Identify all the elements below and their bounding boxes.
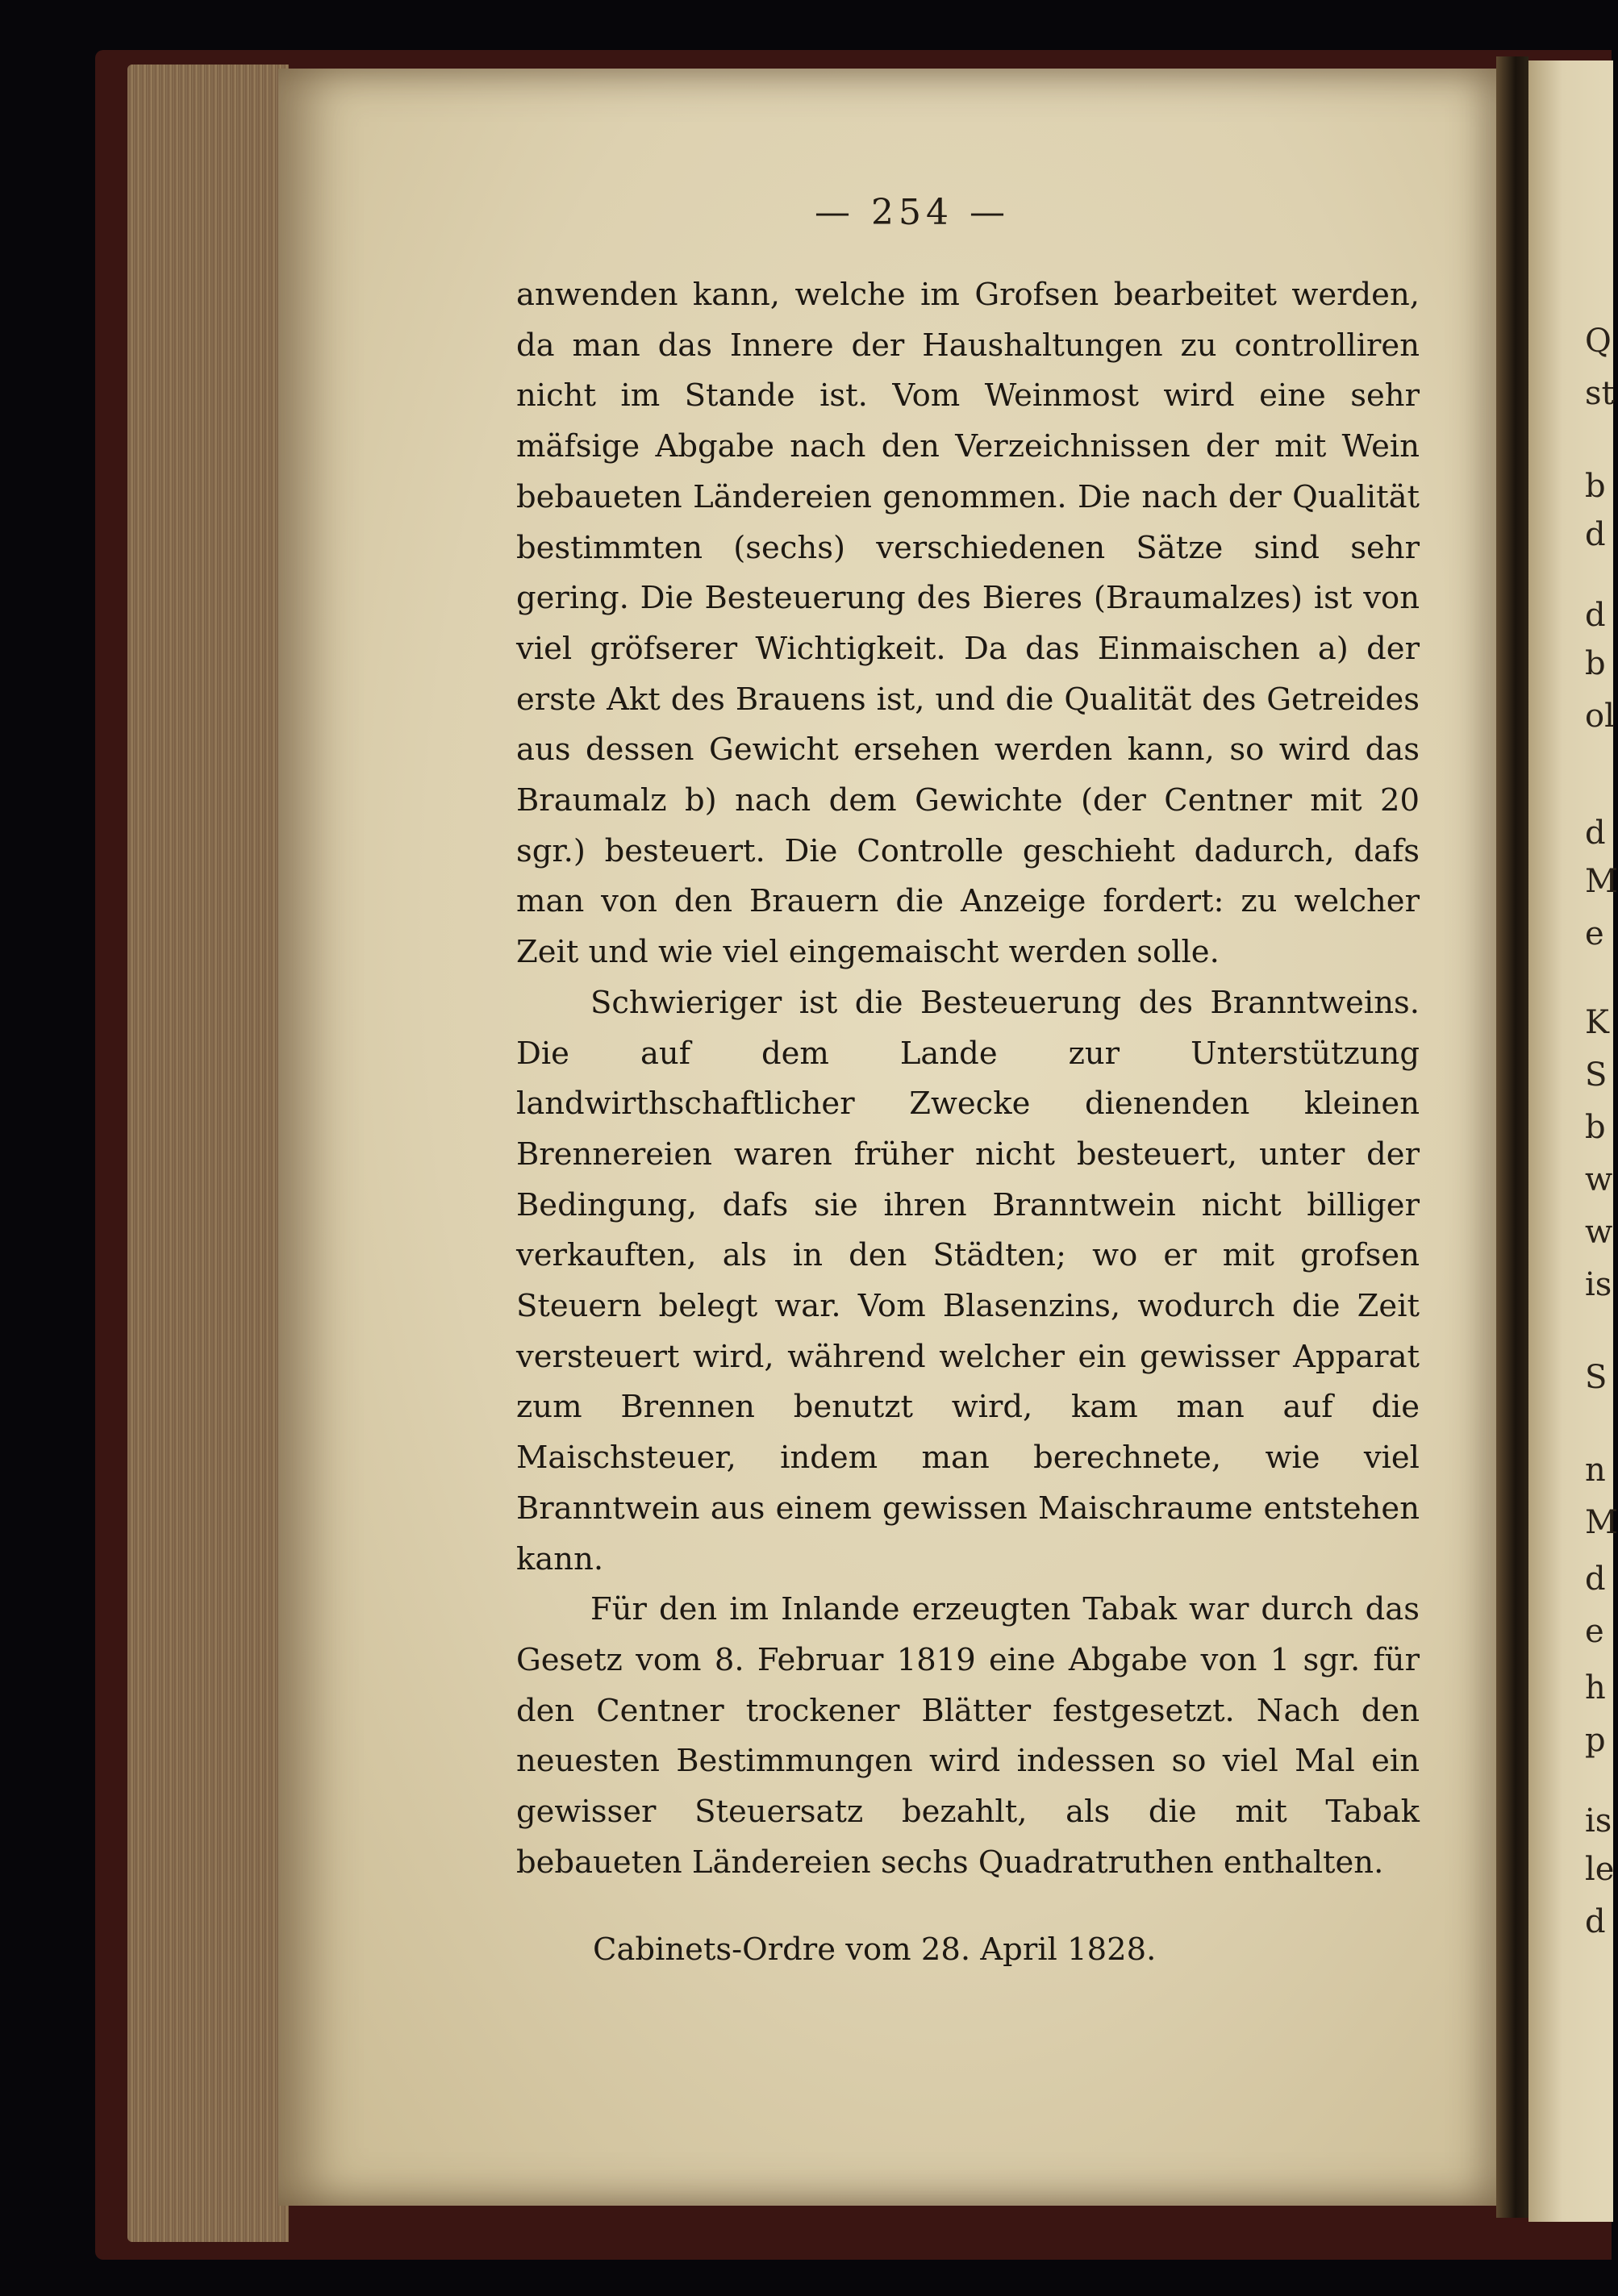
- adjacent-fragment: d: [1585, 815, 1606, 852]
- adjacent-fragment: M: [1585, 1504, 1618, 1541]
- adjacent-fragment: le: [1585, 1851, 1615, 1888]
- adjacent-fragment: b: [1585, 468, 1606, 505]
- adjacent-fragment: M: [1585, 863, 1618, 900]
- paragraph: Für den im Inlande erzeugten Tabak war durch das Gesetz vom 8. Februar 1819 eine Abgabe von 1 sgr. für den Centner trockener Blätter festgesetzt. Nach den neuesten Bestimmungen wird indessen so viel Mal ein gewisser Steuersatz bezahlt, als die mit Tabak bebaueten Ländereien sechs Quadratruthen enthalten.: [516, 1591, 1420, 1881]
- cabinet-order-note: Cabinets-Ordre vom 28. April 1828.: [593, 1931, 1157, 1968]
- adjacent-fragment: Q: [1585, 323, 1612, 360]
- adjacent-fragment: is: [1585, 1266, 1612, 1303]
- adjacent-fragment: n: [1585, 1452, 1606, 1489]
- adjacent-page: [1528, 60, 1618, 2222]
- adjacent-fragment: K: [1585, 1004, 1609, 1041]
- book-gutter: [1496, 56, 1528, 2218]
- page-number: — 254 —: [815, 192, 1010, 233]
- adjacent-fragment: w: [1585, 1214, 1613, 1251]
- adjacent-fragment: b: [1585, 645, 1606, 682]
- adjacent-fragment: d: [1585, 516, 1606, 553]
- adjacent-fragment: S: [1585, 1056, 1608, 1094]
- adjacent-fragment: d: [1585, 597, 1606, 634]
- adjacent-fragment: S: [1585, 1359, 1608, 1396]
- adjacent-fragment: p: [1585, 1722, 1606, 1759]
- adjacent-fragment: b: [1585, 1109, 1606, 1146]
- paragraph: anwenden kann, welche im Grofsen bearbeitet werden, da man das Innere der Haushaltungen zu controlliren nicht im Stande ist. Vom Weinmost wird eine sehr mäfsige Abgabe nach den Verzeichnissen der mit Wein bebaueten Ländereien genommen. Die nach der Qualität bestimmten (sechs) verschiedenen Sätze sind sehr gering. Die Besteuerung des Bieres (Braumalzes) ist von viel gröfserer Wichtigkeit. Da das Einmaischen a) der erste Akt des Brauens ist, und die Qualität des Getreides aus dessen Gewicht ersehen werden kann, so wird das Braumalz b) nach dem Gewichte (der Centner mit 20 sgr.) besteuert. Die Controlle geschieht dadurch, dafs man von den Brauern die Anzeige fordert: zu welcher Zeit und wie viel eingemaischt werden solle.: [516, 277, 1420, 971]
- adjacent-fragment: w: [1585, 1161, 1613, 1198]
- adjacent-fragment: e: [1585, 915, 1604, 952]
- adjacent-fragment: d: [1585, 1561, 1606, 1598]
- adjacent-fragment: e: [1585, 1613, 1604, 1650]
- adjacent-fragment: st: [1585, 375, 1615, 412]
- adjacent-fragment: ol: [1585, 698, 1615, 735]
- page-edges: [127, 65, 289, 2242]
- adjacent-fragment: d: [1585, 1903, 1606, 1940]
- adjacent-fragment: is: [1585, 1802, 1612, 1840]
- body-text: [516, 270, 1420, 1889]
- paragraph: Schwieriger ist die Besteuerung des Branntweins. Die auf dem Lande zur Unterstützung landwirthschaftlicher Zwecke dienenden kleinen Brennereien waren früher nicht besteuert, unter der Bedingung, dafs sie ihren Branntwein nicht billiger verkauften, als in den Städten; wo er mit grofsen Steuern belegt war. Vom Blasenzins, wodurch die Zeit versteuert wird, während welcher ein gewisser Apparat zum Brennen benutzt wird, kam man auf die Maischsteuer, indem man berechnete, wie viel Branntwein aus einem gewissen Maischraume entstehen kann.: [516, 984, 1420, 1577]
- adjacent-fragment: h: [1585, 1669, 1606, 1706]
